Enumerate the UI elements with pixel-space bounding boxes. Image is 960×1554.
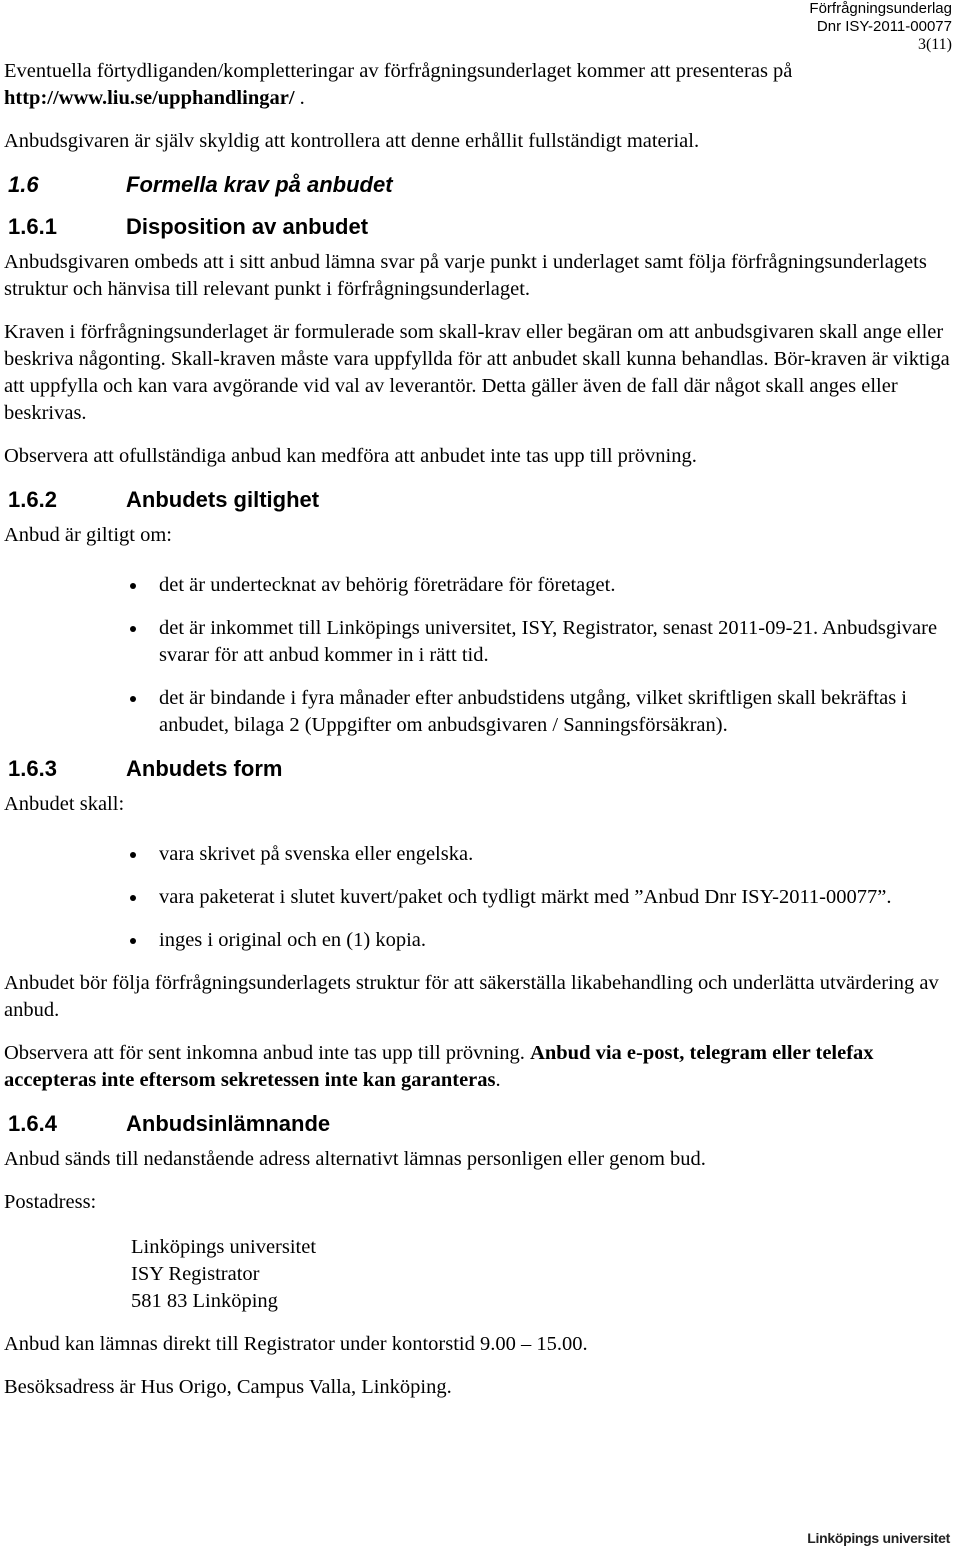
list-item: det är inkommet till Linköpings universitet, ISY, Registrator, senast 2011-09-21. Anbudsgivare svarar för att anbud kommer in i rätt tid. — [4, 615, 950, 669]
list-item: det är bindande i fyra månader efter anbudstidens utgång, vilket skriftligen skall bekräftas i anbudet, bilaga 2 (Uppgifter om anbudsgivaren / Sanningsförsäkran). — [4, 685, 950, 739]
list-lead: Anbudet skall: — [4, 793, 125, 815]
section-heading-1-6: 1.6 Formella krav på anbudet — [8, 172, 393, 197]
list-lead: Anbud är giltigt om: — [4, 524, 172, 546]
paragraph: Observera att ofullständiga anbud kan medföra att anbudet inte tas upp till prövning. — [4, 445, 697, 467]
doc-type-label: Förfrågningsunderlag — [809, 0, 952, 17]
address-line: 581 83 Linköping — [131, 1290, 278, 1312]
intro-paragraph-2: Anbudsgivaren är själv skyldig att kontrollera att denne erhållit fullständigt material. — [4, 130, 700, 152]
bullet-icon — [130, 583, 136, 589]
university-logo: Linköpings universitet — [807, 1530, 950, 1546]
form-list — [4, 841, 950, 954]
bullet-icon — [130, 626, 136, 632]
paragraph: Anbudet bör följa förfrågningsunderlagets struktur för att säkerställa likabehandling och underlätta utvärdering av anbud. — [4, 972, 939, 1021]
list-item: det är undertecknat av behörig företrädare för företaget. — [4, 572, 950, 599]
document-body — [4, 58, 950, 1401]
bullet-icon — [130, 852, 136, 858]
dnr-label: Dnr ISY-2011-00077 — [816, 18, 952, 35]
paragraph: Kraven i förfrågningsunderlaget är formulerade som skall-krav eller begäran om att anbudsgivaren skall ange eller beskriva någonting. Skall-kraven måste vara uppfyllda för att anbudet skall kunna behandlas. Bör-kraven är viktiga att uppfylla och kan vara avgörande vid val av leverantör. Detta gäller även de fall där något skall anges eller beskrivas. — [4, 321, 950, 424]
section-heading-1-6-3: 1.6.3 Anbudets form — [8, 756, 283, 781]
paragraph: Observera att för sent inkomna anbud inte tas upp till prövning. Anbud via e-post, telegram eller telefax accepteras inte eftersom sekretessen inte kan garanteras. — [4, 1042, 874, 1091]
bullet-icon — [130, 895, 136, 901]
paragraph: Anbud kan lämnas direkt till Registrator under kontorstid 9.00 – 15.00. — [4, 1333, 588, 1355]
postal-label: Postadress: — [4, 1191, 97, 1213]
list-item: vara paketerat i slutet kuvert/paket och tydligt märkt med ”Anbud Dnr ISY-2011-00077”. — [4, 884, 950, 911]
bullet-icon — [130, 696, 136, 702]
bold-warning: Anbud via e-post, telegram eller telefax accepteras inte eftersom sekretessen inte kan garanteras — [4, 1042, 874, 1091]
address-line: Linköpings universitet — [131, 1236, 317, 1258]
list-item: inges i original och en (1) kopia. — [4, 927, 950, 954]
paragraph: Besöksadress är Hus Origo, Campus Valla, Linköping. — [4, 1376, 452, 1398]
bullet-icon — [130, 938, 136, 944]
paragraph: Anbud sänds till nedanstående adress alternativt lämnas personligen eller genom bud. — [4, 1148, 706, 1170]
section-heading-1-6-1: 1.6.1 Disposition av anbudet — [8, 214, 369, 239]
validity-list — [4, 572, 950, 739]
procurement-link[interactable]: http://www.liu.se/upphandlingar/ — [4, 87, 295, 109]
section-heading-1-6-4: 1.6.4 Anbudsinlämnande — [8, 1111, 331, 1136]
section-heading-1-6-2: 1.6.2 Anbudets giltighet — [8, 487, 320, 512]
page-number: 3(11) — [917, 36, 952, 53]
paragraph: Anbudsgivaren ombeds att i sitt anbud lämna svar på varje punkt i underlaget samt följa förfrågningsunderlagets struktur och hänvisa till relevant punkt i förfrågningsunderlaget. — [4, 251, 927, 300]
page-header — [809, 0, 952, 54]
postal-address — [4, 1234, 950, 1315]
list-item: vara skrivet på svenska eller engelska. — [4, 841, 950, 868]
intro-paragraph: Eventuella förtydliganden/kompletteringar av förfrågningsunderlaget kommer att presenteras på http://www.liu.se/upphandlingar/ . — [4, 60, 793, 109]
address-line: ISY Registrator — [131, 1263, 260, 1285]
